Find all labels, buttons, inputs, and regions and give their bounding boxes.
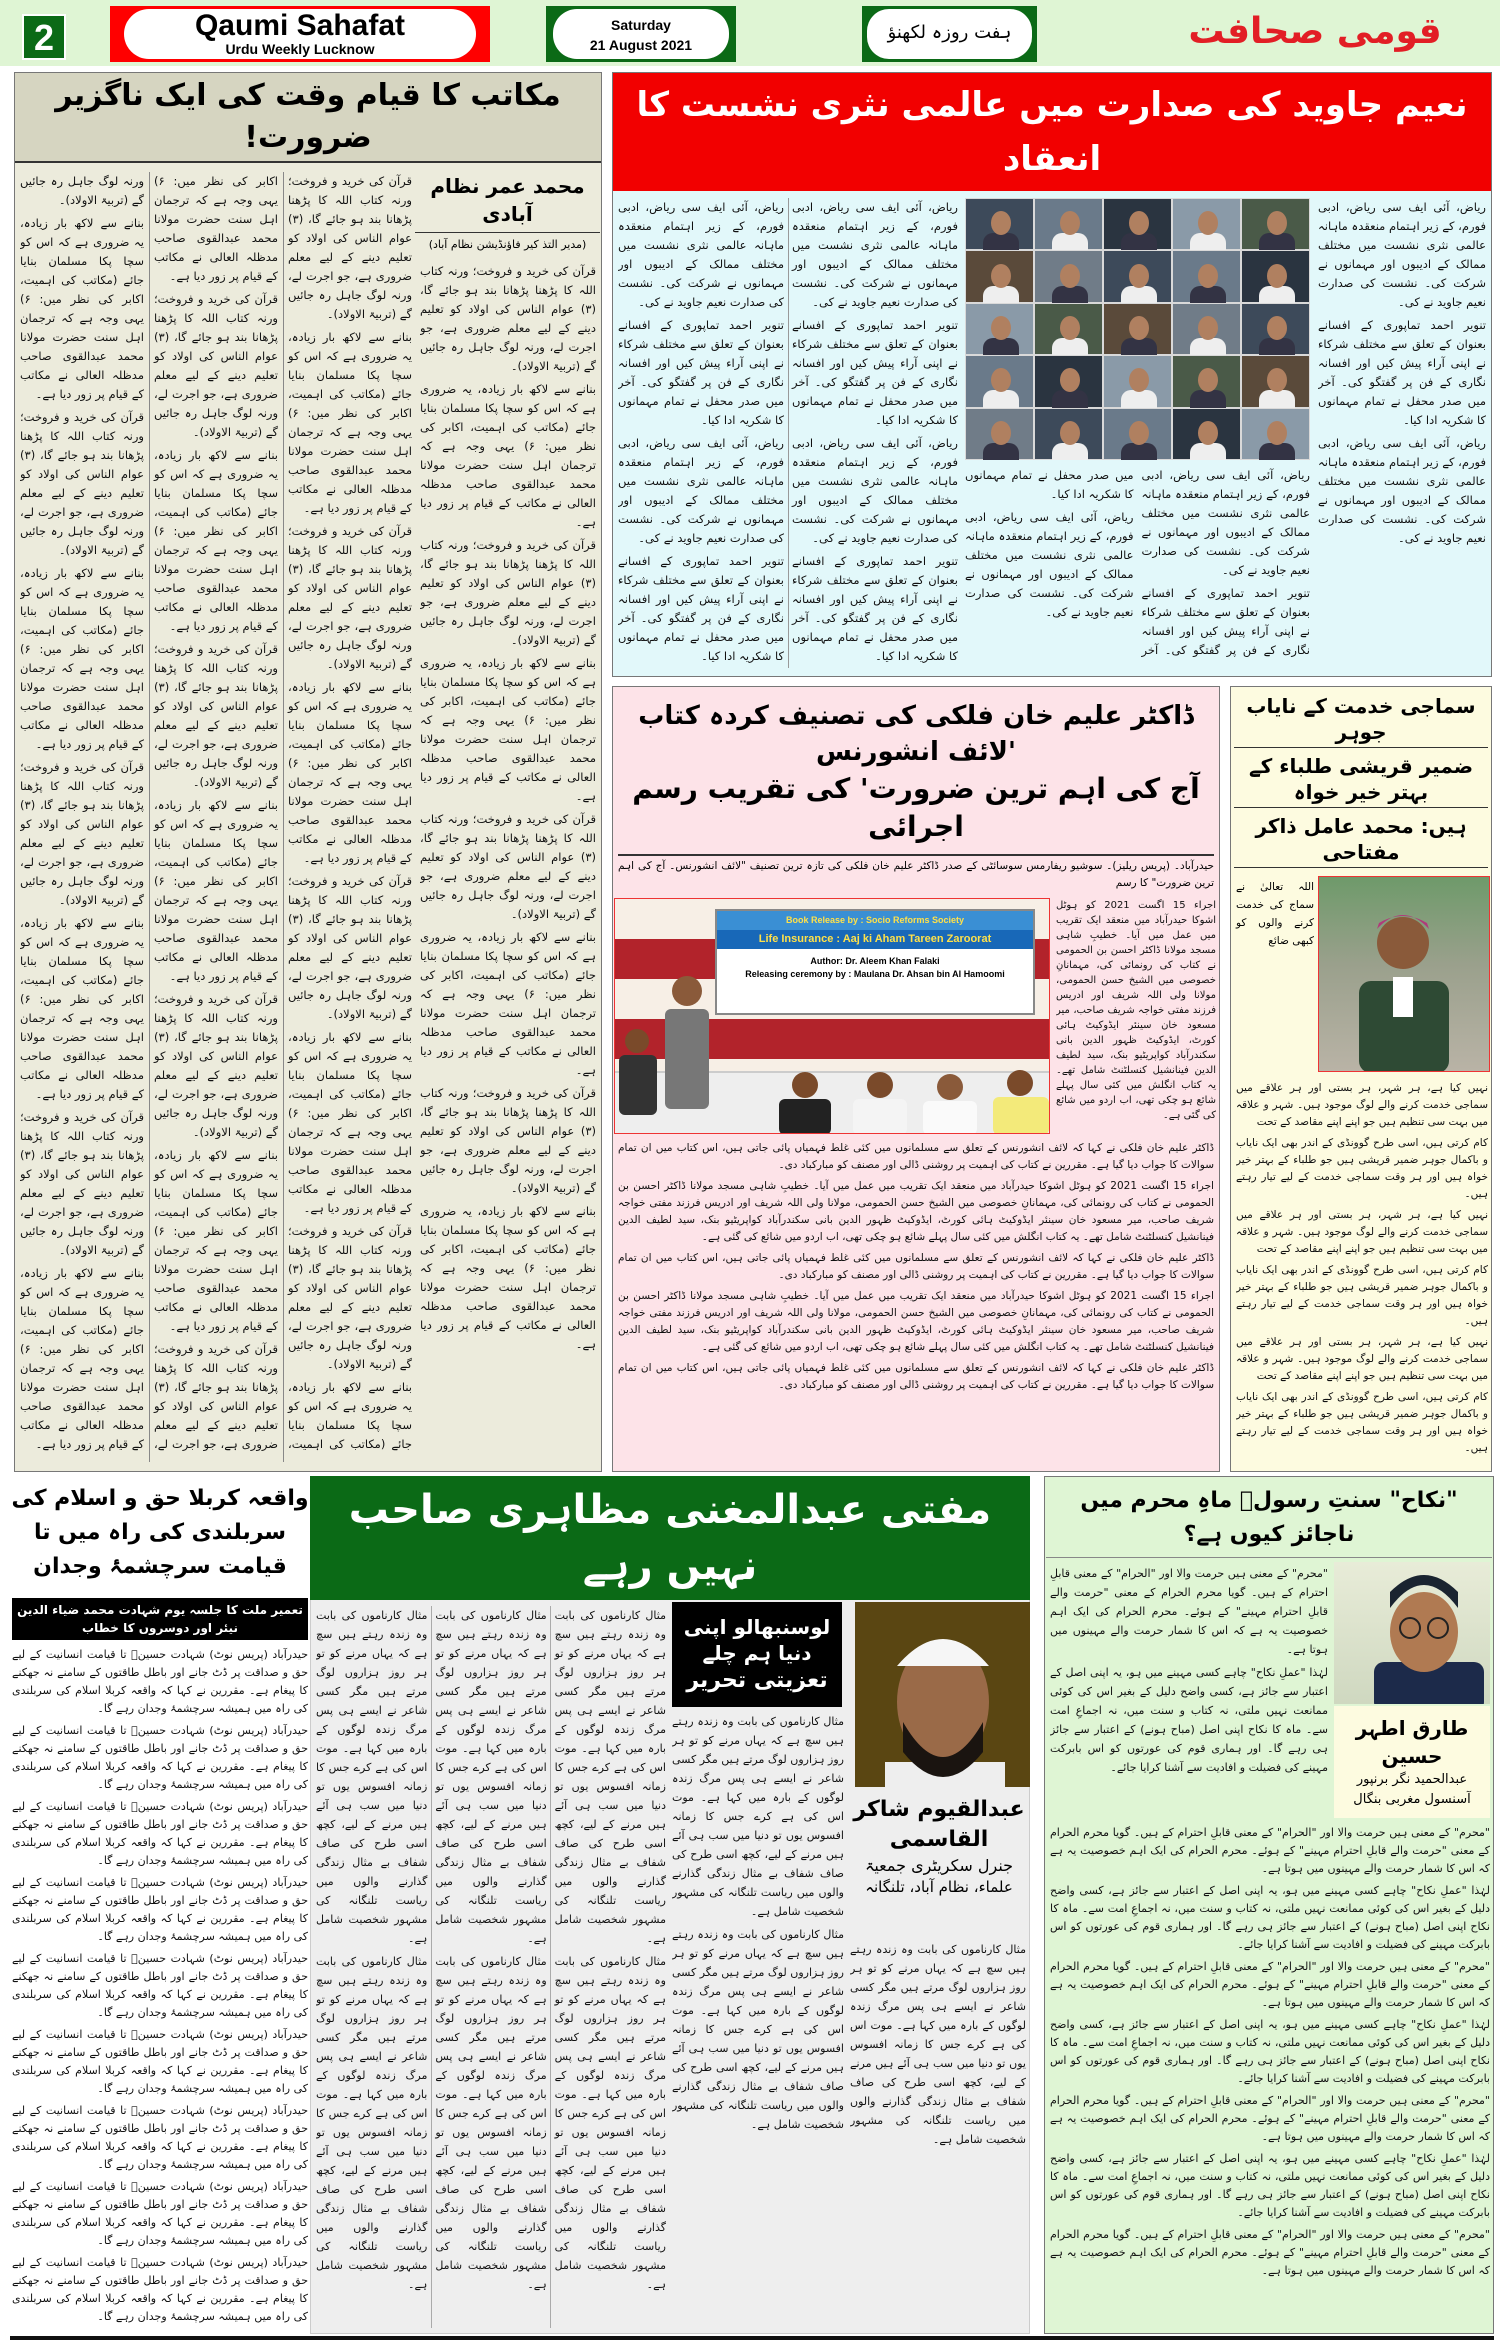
mufti-body-col [672,1712,844,2328]
video-tile [1173,199,1240,249]
body-paragraph: مثال کارناموں کی بابت وہ زندہ رہتے ہیں سچ ہے کہ یہاں مرنے کو تو ہر روز ہزاروں لوگ مرتے ہیں مگر کسی شاعر نے ایسے ہی پس مرگ زندہ لوگوں کے بارہ میں کہا ہے۔ موت اس کی ہے کرے جس کا زمانہ افسوس یوں تو دنیا میں سب ہی آئے ہیں مرنے کے لیے، کچھ اسی طرح کی صاف شفاف بے مثال زندگی گذارنے والوں میں ریاست تلنگانہ کی مشہور شخصیت شامل ہے۔ [435,1955,547,2291]
book-headline-1: ڈاکٹر علیم خان فلکی کی تصنیف کردہ کتاب 'لائف انشورنس [638,701,1194,767]
body-paragraph: "محرم" کے معنی ہیں حرمت والا اور "الحرام" کے معنی قابلِ احترام کے ہیں۔ گویا محرم الحرام کے معنی "حرمت والے قابلِ احترام مہینے" کے ہوئے۔ محرم الحرام کی ایک اہم خصوصیت یہ ہے کہ اس کا شمار حرمت والے مہینوں میں ہوتا ہے۔ [1050,1826,1490,1875]
nikah-author: طارق اطہر حسین [1355,1716,1469,1768]
social-headline-3: ہیں: محمد عامل ذاکر مفتاحی [1234,810,1488,868]
social-headline-2: ضمیر قریشی طلباء کے بہتر خیر خواہ [1234,750,1488,808]
body-paragraph: کام کرتی ہیں، اسی طرح گوونڈی کے اندر بھی ایک نایاب و باکمال جوہر ضمیر قریشی ہیں جو طلباء کے بہتر خیر خواہ ہیں اور ہر وقت سماجی خدمت کے لیے تیار رہتے ہیں۔ [1236,1264,1488,1327]
video-tile [1035,409,1102,459]
day: Saturday [611,17,671,33]
mufti-box-sub: تعزیتی تحریر [686,1667,828,1693]
video-tile [1104,409,1171,459]
body-paragraph: قرآن کی خرید و فروخت؛ ورنہ کتاب اللہ کا پڑھنا پڑھانا بند ہو جائے گا، (۳) عوام الناس کی اولاد کو تعلیم دینے کے لیے معلم ضروری ہے، جو اجرت لے، ورنہ لوگ جاہل رہ جائیں گے (تربیۃ الاولاد)۔ [420,1086,596,1195]
body-paragraph: "محرم" کے معنی ہیں حرمت والا اور "الحرام" کے معنی قابلِ احترام کے ہیں۔ گویا محرم الحرام کے معنی "حرمت والے قابلِ احترام مہینے" کے ہوئے۔ محرم الحرام کی ایک اہم خصوصیت یہ ہے کہ اس کا شمار حرمت والے مہینوں میں ہوتا ہے۔ [1050,2228,1490,2277]
body-paragraph: ریاض، آئی ایف سی ریاض، ادبی فورم، کے زیر اہتمام منعقدہ ماہانہ عالمی نثری نشست میں مختلف ممالک کے ادیبوں اور مہمانوں نے شرکت کی۔ نشست کی صدارت نعیم جاوید نے کی۔ [1318,200,1486,309]
mufti-body-under-author [850,1940,1026,2328]
body-paragraph: حیدرآباد (پریس نوٹ) شہادت حسینؓ تا قیامت انسانیت کے لیے حق و صداقت پر ڈٹ جانے اور باطل طاقتوں کے سامنے نہ جھکنے کا پیغام ہے۔ مقررین نے کہا کہ واقعہ کربلا اسلام کی سربلندی کی راہ میں ہمیشہ سرچشمۂ وجدان رہے گا۔ [12,2028,308,2095]
body-paragraph: ریاض، آئی ایف سی ریاض، ادبی فورم، کے زیر اہتمام منعقدہ ماہانہ عالمی نثری نشست میں مختلف ممالک کے ادیبوں اور مہمانوں نے شرکت کی۔ نشست کی صدارت نعیم جاوید نے کی۔ [618,436,784,545]
video-tile [966,199,1033,249]
body-paragraph: قرآن کی خرید و فروخت؛ ورنہ کتاب اللہ کا پڑھنا پڑھانا بند ہو جائے گا، (۳) عوام الناس کی اولاد کو تعلیم دینے کے لیے معلم ضروری ہے، جو اجرت لے، ورنہ لوگ جاہل رہ جائیں گے (تربیۃ الاولاد)۔ [20,1110,144,1257]
mufti-body [316,1606,666,2328]
body-paragraph: مثال کارناموں کی بابت وہ زندہ رہتے ہیں سچ ہے کہ یہاں مرنے کو تو ہر روز ہزاروں لوگ مرتے ہیں مگر کسی شاعر نے ایسے ہی پس مرگ زندہ لوگوں کے بارہ میں کہا ہے۔ موت اس کی ہے کرے جس کا زمانہ افسوس یوں تو دنیا میں سب ہی آئے ہیں مرنے کے لیے، کچھ اسی طرح کی صاف شفاف بے مثال زندگی گذارنے والوں میں ریاست تلنگانہ کی مشہور شخصیت شامل ہے۔ [554,1955,666,2291]
social-person-photo [1318,876,1490,1072]
body-paragraph: قرآن کی خرید و فروخت؛ ورنہ کتاب اللہ کا پڑھنا پڑھانا بند ہو جائے گا، (۳) عوام الناس کی اولاد کو تعلیم دینے کے لیے معلم ضروری ہے، جو اجرت لے، ورنہ لوگ جاہل رہ جائیں گے (تربیۃ الاولاد)۔ [20,410,144,557]
body-paragraph: قرآن کی خرید و فروخت؛ ورنہ کتاب اللہ کا پڑھنا پڑھانا بند ہو جائے گا، (۳) عوام الناس کی اولاد کو تعلیم دینے کے لیے معلم ضروری ہے، جو اجرت لے، ورنہ لوگ جاہل رہ جائیں گے (تربیۃ الاولاد)۔ [154,642,278,789]
body-paragraph: حیدرآباد (پریس نوٹ) شہادت حسینؓ تا قیامت انسانیت کے لیے حق و صداقت پر ڈٹ جانے اور باطل طاقتوں کے سامنے نہ جھکنے کا پیغام ہے۔ مقررین نے کہا کہ واقعہ کربلا اسلام کی سربلندی کی راہ میں ہمیشہ سرچشمۂ وجدان رہے گا۔ [12,2256,308,2323]
video-tile [966,409,1033,459]
body-paragraph: قرآن کی خرید و فروخت؛ ورنہ کتاب اللہ کا پڑھنا پڑھانا بند ہو جائے گا، (۳) عوام الناس کی اولاد کو تعلیم دینے کے لیے معلم ضروری ہے، جو اجرت لے، ورنہ لوگ جاہل رہ جائیں گے (تربیۃ الاولاد)۔ [20,174,278,1451]
body-paragraph: قرآن کی خرید و فروخت؛ ورنہ کتاب اللہ کا پڑھنا پڑھانا بند ہو جائے گا، (۳) عوام الناس کی اولاد کو تعلیم دینے کے لیے معلم ضروری ہے، جو اجرت لے، ورنہ لوگ جاہل رہ جائیں گے (تربیۃ الاولاد)۔ [288,174,412,321]
body-paragraph: بنانے سے لاکھ بار زیادہ، یہ ضروری ہے کہ اس کو سچا پکا مسلمان بنایا جائے (مکاتب کی اہمیت، اکابر کی نظر میں: ۶) یہی وجہ ہے کہ ترجمان اہل سنت حضرت مولانا محمد عبدالقوی صاحب مدظلہ العالی نے مکاتب کے قیام پر زور دیا ہے۔ [20,566,144,751]
mufti-byline [848,1795,1030,1898]
body-paragraph: حیدرآباد (پریس نوٹ) شہادت حسینؓ تا قیامت انسانیت کے لیے حق و صداقت پر ڈٹ جانے اور باطل طاقتوں کے سامنے نہ جھکنے کا پیغام ہے۔ مقررین نے کہا کہ واقعہ کربلا اسلام کی سربلندی کی راہ میں ہمیشہ سرچشمۂ وجدان رہے گا۔ [12,2104,308,2171]
body-paragraph: تنویر احمد تماپوری کے افسانے بعنوان کے تعلق سے مختلف شرکاء نے اپنی آراء پیش کیں اور افسانہ نگاری کے فن پر گفتگو کی۔ آخر میں صدر محفل نے تمام مہمانوں کا شکریہ ادا کیا۔ [1318,318,1486,427]
page-number: 2 [22,14,66,60]
social-headline-1: سماجی خدمت کے نایاب جوہر [1234,690,1488,748]
mufti-author-role: جنرل سکریٹری جمعیۃ [864,1856,1014,1875]
mufti-black-box [672,1602,842,1707]
video-tile [1104,356,1171,406]
body-paragraph: نہیں کیا ہے، ہر شہر، ہر بستی اور ہر علاقے میں سماجی خدمت کرنے والے لوگ موجود ہیں۔ شہر و علاقہ میں بہت سی تنظیم ہیں جو اپنے اپنے مقاصد کے تحت [1236,1082,1488,1128]
body-paragraph: حیدرآباد (پریس نوٹ) شہادت حسینؓ تا قیامت انسانیت کے لیے حق و صداقت پر ڈٹ جانے اور باطل طاقتوں کے سامنے نہ جھکنے کا پیغام ہے۔ مقررین نے کہا کہ واقعہ کربلا اسلام کی سربلندی کی راہ میں ہمیشہ سرچشمۂ وجدان رہے گا۔ [12,1876,308,1943]
body-paragraph: اجراء 15 اگست 2021 کو ہوٹل اشوکا حیدرآباد میں منعقد ایک تقریب میں عمل میں آیا۔ خطیبِ شاہی مسجد مولانا ڈاکٹر احسن بن الحمومی نے کتاب کی رونمائی کی، مہمانانِ خصوصی میں الشیخ حسن الحمومی، مولانا ولی اللہ شریف اور ادریس فرزند مفتی خواجہ شریف صاحب، میر مسعود خان سینئر ایڈوکیٹ ہائی کورٹ، ایڈوکیٹ ظہور الدین بانی سکندرآباد کواپریٹیو بنک، سید لطیف الدین فینانشیل کنسلٹنٹ شامل تھے۔ یہ کتاب انگلش میں کئی سال پہلے شائع ہو چکی تھی، اب اردو میں شائع کی گئی ہے۔ [618,1290,1214,1353]
video-tile [1242,251,1309,301]
video-tile [1104,251,1171,301]
body-paragraph: قرآن کی خرید و فروخت؛ ورنہ کتاب اللہ کا پڑھنا پڑھانا بند ہو جائے گا، (۳) عوام الناس کی اولاد کو تعلیم دینے کے لیے معلم ضروری ہے، جو اجرت لے، ورنہ لوگ جاہل رہ جائیں گے (تربیۃ الاولاد)۔ [20,760,144,907]
body-paragraph: کام کرتی ہیں، اسی طرح گوونڈی کے اندر بھی ایک نایاب و باکمال جوہر ضمیر قریشی ہیں جو طلباء کے بہتر خیر خواہ ہیں اور ہر وقت سماجی خدمت کے لیے تیار رہتے ہیں۔ [1236,1137,1488,1200]
makatib-headline: مکاتب کا قیام وقت کی ایک ناگزیر ضرورت! [15,73,601,163]
body-paragraph: قرآن کی خرید و فروخت؛ ورنہ کتاب اللہ کا پڑھنا پڑھانا بند ہو جائے گا، (۳) عوام الناس کی اولاد کو تعلیم دینے کے لیے معلم ضروری ہے، جو اجرت لے، ورنہ لوگ جاہل رہ جائیں گے (تربیۃ الاولاد)۔ [420,538,596,647]
video-tile [1035,304,1102,354]
nikah-body [1050,1824,1490,2324]
body-paragraph: "محرم" کے معنی ہیں حرمت والا اور "الحرام" کے معنی قابلِ احترام کے ہیں۔ گویا محرم الحرام کے معنی "حرمت والے قابلِ احترام مہینے" کے ہوئے۔ محرم الحرام کی ایک اہم خصوصیت یہ ہے کہ اس کا شمار حرمت والے مہینوں میں ہوتا ہے۔ [1050,1567,1328,1656]
banner-line-3: Author: Dr. Aleem Khan Falaki [810,956,940,966]
makatib-body [20,172,412,1462]
video-tile [1242,199,1309,249]
video-tile [1104,304,1171,354]
zoom-meeting-photo [965,198,1310,460]
body-paragraph: "محرم" کے معنی ہیں حرمت والا اور "الحرام" کے معنی قابلِ احترام کے ہیں۔ گویا محرم الحرام کے معنی "حرمت والے قابلِ احترام مہینے" کے ہوئے۔ محرم الحرام کی ایک اہم خصوصیت یہ ہے کہ اس کا شمار حرمت والے مہینوں میں ہوتا ہے۔ [1050,1960,1490,2009]
book-body [618,1140,1214,1466]
body-paragraph: تنویر احمد تماپوری کے افسانے بعنوان کے تعلق سے مختلف شرکاء نے اپنی آراء پیش کیں اور افسانہ نگاری کے فن پر گفتگو کی۔ آخر میں صدر محفل نے تمام مہمانوں کا شکریہ ادا کیا۔ [792,318,958,427]
nikah-body-top [1050,1564,1328,1820]
video-tile [1242,409,1309,459]
video-tile [1173,304,1240,354]
body-paragraph: حیدرآباد (پریس نوٹ) شہادت حسینؓ تا قیامت انسانیت کے لیے حق و صداقت پر ڈٹ جانے اور باطل طاقتوں کے سامنے نہ جھکنے کا پیغام ہے۔ مقررین نے کہا کہ واقعہ کربلا اسلام کی سربلندی کی راہ میں ہمیشہ سرچشمۂ وجدان رہے گا۔ [12,1648,308,1715]
mushaira-headline: نعیم جاوید کی صدارت میں عالمی نثری نشست کا انعقاد [613,73,1491,191]
mufti-box-title: لوسنبھالو اپنی دنیا ہم چلے [683,1614,831,1665]
body-paragraph: ریاض، آئی ایف سی ریاض، ادبی فورم، کے زیر اہتمام منعقدہ ماہانہ عالمی نثری نشست میں مختلف ممالک کے ادیبوں اور مہمانوں نے شرکت کی۔ نشست کی صدارت نعیم جاوید نے کی۔ [965,510,1134,619]
footer-rule [10,2336,1494,2340]
body-paragraph: قرآن کی خرید و فروخت؛ ورنہ کتاب اللہ کا پڑھنا پڑھانا بند ہو جائے گا، (۳) عوام الناس کی اولاد کو تعلیم دینے کے لیے معلم ضروری ہے، جو اجرت لے، ورنہ لوگ جاہل رہ جائیں گے (تربیۃ الاولاد)۔ [420,264,596,373]
body-paragraph: لہٰذا "عملِ نکاح" چاہے کسی مہینے میں ہو، یہ اپنی اصل کے اعتبار سے جائز ہے، کسی واضح دلیل کے بغیر اس کی کوئی ممانعت نہیں ملتی، نہ کتاب و سنت میں، نہ اجماعِ امت سے۔ ماہ کا نکاح اپنی اصل (مباح ہونے) کے اعتبار سے جائز ہی رہے گا۔ اور ہماری قوم کی عورتوں کو اس بابرکت مہینے کی فضیلت و افادیت سے آشنا کرایا جائے۔ [1050,1666,1328,1774]
makatib-byline [415,172,600,253]
book-lead: حیدرآباد۔ (پریس ریلیز)۔ سوشیو ریفارمس سوسائٹی کے صدر ڈاکٹر علیم خان فلکی کی تازہ ترین تصنیف "لائف انشورنس۔ آج کی اہم ترین ضرورت" کا رسم [618,860,1214,889]
body-paragraph: بنانے سے لاکھ بار زیادہ، یہ ضروری ہے کہ اس کو سچا پکا مسلمان بنایا جائے (مکاتب کی اہمیت، اکابر کی نظر میں: ۶) یہی وجہ ہے کہ ترجمان اہل سنت حضرت مولانا محمد عبدالقوی صاحب مدظلہ العالی نے مکاتب کے قیام پر زور دیا ہے۔ [20,1266,144,1451]
body-paragraph: بنانے سے لاکھ بار زیادہ، یہ ضروری ہے کہ اس کو سچا پکا مسلمان بنایا جائے (مکاتب کی اہمیت، اکابر کی نظر میں: ۶) یہی وجہ ہے کہ ترجمان اہل سنت حضرت مولانا محمد عبدالقوی صاحب مدظلہ العالی نے مکاتب کے قیام پر زور دیا ہے۔ [288,1030,412,1215]
karbala-headline: واقعہ کربلا حق و اسلام کی سربلندی کی راہ میں تا قیامت سرچشمۂ وجدان [11,1486,309,1579]
body-paragraph: ڈاکٹر علیم خان فلکی نے کہا کہ لائف انشورنس کے تعلق سے مسلمانوں میں کئی غلط فہمیاں پائی جاتی ہیں، اس کتاب میں ان تمام سوالات کا جواب دیا گیا ہے۔ مقررین نے کتاب کی اہمیت پر روشنی ڈالی اور مصنف کو مبارکباد دی۔ [618,1142,1214,1171]
mushaira-body-right [1318,198,1486,668]
body-paragraph: لہٰذا "عملِ نکاح" چاہے کسی مہینے میں ہو، یہ اپنی اصل کے اعتبار سے جائز ہے، کسی واضح دلیل کے بغیر اس کی کوئی ممانعت نہیں ملتی، نہ کتاب و سنت میں، نہ اجماعِ امت سے۔ ماہ کا نکاح اپنی اصل (مباح ہونے) کے اعتبار سے جائز ہی رہے گا۔ اور ہماری قوم کی عورتوں کو اس بابرکت مہینے کی فضیلت و افادیت سے آشنا کرایا جائے۔ [1050,2018,1490,2085]
banner-line-1: Book Release by : Socio Reforms Society [717,911,1033,930]
body-paragraph: مثال کارناموں کی بابت وہ زندہ رہتے ہیں سچ ہے کہ یہاں مرنے کو تو ہر روز ہزاروں لوگ مرتے ہیں مگر کسی شاعر نے ایسے ہی پس مرگ زندہ لوگوں کے بارہ میں کہا ہے۔ موت اس کی ہے کرے جس کا زمانہ افسوس یوں تو دنیا میں سب ہی آئے ہیں مرنے کے لیے، کچھ اسی طرح کی صاف شفاف بے مثال زندگی گذارنے والوں میں ریاست تلنگانہ کی مشہور شخصیت شامل ہے۔ [850,1943,1026,2146]
body-paragraph: مثال کارناموں کی بابت وہ زندہ رہتے ہیں سچ ہے کہ یہاں مرنے کو تو ہر روز ہزاروں لوگ مرتے ہیں مگر کسی شاعر نے ایسے ہی پس مرگ زندہ لوگوں کے بارہ میں کہا ہے۔ موت اس کی ہے کرے جس کا زمانہ افسوس یوں تو دنیا میں سب ہی آئے ہیں مرنے کے لیے، کچھ اسی طرح کی صاف شفاف بے مثال زندگی گذارنے والوں میں ریاست تلنگانہ کی مشہور شخصیت شامل ہے۔ [316,1955,428,2291]
date-box [546,6,736,62]
nikah-address-1: عبدالحمید نگر برنپور [1356,1772,1468,1787]
banner-line-4: Releasing ceremony by : Maulana Dr. Ahsan bin Al Hamoomi [745,969,1005,979]
body-paragraph: بنانے سے لاکھ بار زیادہ، یہ ضروری ہے کہ اس کو سچا پکا مسلمان بنایا جائے (مکاتب کی اہمیت، اکابر کی نظر میں: ۶) یہی وجہ ہے کہ ترجمان اہل سنت حضرت مولانا محمد عبدالقوی صاحب مدظلہ العالی نے مکاتب کے قیام پر زور دیا ہے۔ [420,382,596,529]
makatib-author-org: (مدیر التذ کیر فاؤنڈیشن نظام آباد) [428,238,587,251]
body-paragraph: ریاض، آئی ایف سی ریاض، ادبی فورم، کے زیر اہتمام منعقدہ ماہانہ عالمی نثری نشست میں مختلف ممالک کے ادیبوں اور مہمانوں نے شرکت کی۔ نشست کی صدارت نعیم جاوید نے کی۔ [792,200,958,309]
video-tile [1242,356,1309,406]
body-paragraph: ریاض، آئی ایف سی ریاض، ادبی فورم، کے زیر اہتمام منعقدہ ماہانہ عالمی نثری نشست میں مختلف ممالک کے ادیبوں اور مہمانوں نے شرکت کی۔ نشست کی صدارت نعیم جاوید نے کی۔ [1318,436,1486,545]
body-paragraph: ریاض، آئی ایف سی ریاض، ادبی فورم، کے زیر اہتمام منعقدہ ماہانہ عالمی نثری نشست میں مختلف ممالک کے ادیبوں اور مہمانوں نے شرکت کی۔ نشست کی صدارت نعیم جاوید نے کی۔ [1141,468,1310,577]
body-paragraph: حیدرآباد (پریس نوٹ) شہادت حسینؓ تا قیامت انسانیت کے لیے حق و صداقت پر ڈٹ جانے اور باطل طاقتوں کے سامنے نہ جھکنے کا پیغام ہے۔ مقررین نے کہا کہ واقعہ کربلا اسلام کی سربلندی کی راہ میں ہمیشہ سرچشمۂ وجدان رہے گا۔ [12,1724,308,1791]
mufti-author: عبدالقیوم شاکر القاسمی [853,1797,1025,1852]
date: 21 August 2021 [589,37,693,53]
body-paragraph: نہیں کیا ہے، ہر شہر، ہر بستی اور ہر علاقے میں سماجی خدمت کرنے والے لوگ موجود ہیں۔ شہر و علاقہ میں بہت سی تنظیم ہیں جو اپنے اپنے مقاصد کے تحت [1236,1336,1488,1382]
body-paragraph: لہٰذا "عملِ نکاح" چاہے کسی مہینے میں ہو، یہ اپنی اصل کے اعتبار سے جائز ہے، کسی واضح دلیل کے بغیر اس کی کوئی ممانعت نہیں ملتی، نہ کتاب و سنت میں، نہ اجماعِ امت سے۔ ماہ کا نکاح اپنی اصل (مباح ہونے) کے اعتبار سے جائز ہی رہے گا۔ اور ہماری قوم کی عورتوں کو اس بابرکت مہینے کی فضیلت و افادیت سے آشنا کرایا جائے۔ [1050,1884,1490,1951]
body-paragraph: نہیں کیا ہے، ہر شہر، ہر بستی اور ہر علاقے میں سماجی خدمت کرنے والے لوگ موجود ہیں۔ شہر و علاقہ میں بہت سی تنظیم ہیں جو اپنے اپنے مقاصد کے تحت [1236,1209,1488,1255]
body-paragraph: اجراء 15 اگست 2021 کو ہوٹل اشوکا حیدرآباد میں منعقد ایک تقریب میں عمل میں آیا۔ خطیبِ شاہی مسجد مولانا ڈاکٹر احسن بن الحمومی نے کتاب کی رونمائی کی، مہمانانِ خصوصی میں الشیخ حسن الحمومی، مولانا ولی اللہ شریف اور ادریس فرزند مفتی خواجہ شریف صاحب، میر مسعود خان سینئر ایڈوکیٹ ہائی کورٹ، ایڈوکیٹ ظہور الدین بانی سکندرآباد کواپریٹیو بنک، سید لطیف الدین فینانشیل کنسلٹنٹ شامل تھے۔ یہ کتاب انگلش میں کئی سال پہلے شائع ہو چکی تھی، اب اردو میں شائع کی گئی ہے۔ [618,1180,1214,1243]
body-paragraph: بنانے سے لاکھ بار زیادہ، یہ ضروری ہے کہ اس کو سچا پکا مسلمان بنایا جائے (مکاتب کی اہمیت، اکابر کی نظر میں: ۶) یہی وجہ ہے کہ ترجمان اہل سنت حضرت مولانا محمد عبدالقوی صاحب مدظلہ العالی نے مکاتب کے قیام پر زور دیا ہے۔ [288,330,412,515]
social-body [1236,1080,1488,1466]
karbala-subhead: تعمیر ملت کا جلسہ یوم شہادت محمد ضیاء الدین نیئر اور دوسروں کا خطاب [12,1598,308,1640]
body-paragraph: تنویر احمد تماپوری کے افسانے بعنوان کے تعلق سے مختلف شرکاء نے اپنی آراء پیش کیں اور افسانہ نگاری کے فن پر گفتگو کی۔ آخر میں صدر محفل نے تمام مہمانوں کا شکریہ ادا کیا۔ [965,468,1310,657]
banner-line-2: Life Insurance : Aaj ki Aham Tareen Zaroorat [717,930,1033,949]
body-paragraph: قرآن کی خرید و فروخت؛ ورنہ کتاب اللہ کا پڑھنا پڑھانا بند ہو جائے گا، (۳) عوام الناس کی اولاد کو تعلیم دینے کے لیے معلم ضروری ہے، جو اجرت لے، ورنہ لوگ جاہل رہ جائیں گے (تربیۃ الاولاد)۔ [154,992,278,1139]
event-banner [715,909,1035,1015]
karbala-body [12,1646,308,2330]
body-paragraph: بنانے سے لاکھ بار زیادہ، یہ ضروری ہے کہ اس کو سچا پکا مسلمان بنایا جائے (مکاتب کی اہمیت، اکابر کی نظر میں: ۶) یہی وجہ ہے کہ ترجمان اہل سنت حضرت مولانا محمد عبدالقوی صاحب مدظلہ العالی نے مکاتب کے قیام پر زور دیا ہے۔ [420,1204,596,1351]
body-paragraph: بنانے سے لاکھ بار زیادہ، یہ ضروری ہے کہ اس کو سچا پکا مسلمان بنایا جائے (مکاتب کی اہمیت، اکابر کی نظر میں: ۶) یہی وجہ ہے کہ ترجمان اہل سنت حضرت مولانا محمد عبدالقوی صاحب مدظلہ العالی نے مکاتب کے قیام پر زور دیا ہے۔ [154,798,278,983]
video-tile [1035,251,1102,301]
makatib-body-col [420,262,596,1462]
body-paragraph: مثال کارناموں کی بابت وہ زندہ رہتے ہیں سچ ہے کہ یہاں مرنے کو تو ہر روز ہزاروں لوگ مرتے ہیں مگر کسی شاعر نے ایسے ہی پس مرگ زندہ لوگوں کے بارہ میں کہا ہے۔ موت اس کی ہے کرے جس کا زمانہ افسوس یوں تو دنیا میں سب ہی آئے ہیں مرنے کے لیے، کچھ اسی طرح کی صاف شفاف بے مثال زندگی گذارنے والوں میں ریاست تلنگانہ کی مشہور شخصیت شامل ہے۔ [672,1715,844,1918]
video-tile [1035,199,1102,249]
body-paragraph: قرآن کی خرید و فروخت؛ ورنہ کتاب اللہ کا پڑھنا پڑھانا بند ہو جائے گا، (۳) عوام الناس کی اولاد کو تعلیم دینے کے لیے معلم ضروری ہے، جو اجرت لے، ورنہ لوگ جاہل رہ جائیں گے (تربیۃ الاولاد)۔ [288,524,412,671]
english-title-box [110,6,490,62]
body-paragraph: مثال کارناموں کی بابت وہ زندہ رہتے ہیں سچ ہے کہ یہاں مرنے کو تو ہر روز ہزاروں لوگ مرتے ہیں مگر کسی شاعر نے ایسے ہی پس مرگ زندہ لوگوں کے بارہ میں کہا ہے۔ موت اس کی ہے کرے جس کا زمانہ افسوس یوں تو دنیا میں سب ہی آئے ہیں مرنے کے لیے، کچھ اسی طرح کی صاف شفاف بے مثال زندگی گذارنے والوں میں ریاست تلنگانہ کی مشہور شخصیت شامل ہے۔ [672,1928,844,2131]
body-paragraph: حیدرآباد (پریس نوٹ) شہادت حسینؓ تا قیامت انسانیت کے لیے حق و صداقت پر ڈٹ جانے اور باطل طاقتوں کے سامنے نہ جھکنے کا پیغام ہے۔ مقررین نے کہا کہ واقعہ کربلا اسلام کی سربلندی کی راہ میں ہمیشہ سرچشمۂ وجدان رہے گا۔ [12,1800,308,1867]
social-intro: اللہ تعالیٰ نے سماج کی خدمت کرنے والوں کو کبھی ضائع [1236,881,1314,947]
body-paragraph: "محرم" کے معنی ہیں حرمت والا اور "الحرام" کے معنی قابلِ احترام کے ہیں۔ گویا محرم الحرام کے معنی "حرمت والے قابلِ احترام مہینے" کے ہوئے۔ محرم الحرام کی ایک اہم خصوصیت یہ ہے کہ اس کا شمار حرمت والے مہینوں میں ہوتا ہے۔ [1050,2094,1490,2143]
body-paragraph: بنانے سے لاکھ بار زیادہ، یہ ضروری ہے کہ اس کو سچا پکا مسلمان بنایا جائے (مکاتب کی اہمیت، اکابر کی نظر میں: ۶) یہی وجہ ہے کہ ترجمان اہل سنت حضرت مولانا محمد عبدالقوی صاحب مدظلہ العالی نے مکاتب کے قیام پر زور دیا ہے۔ [154,448,278,633]
urdu-title: قومی صحافت [1188,11,1442,52]
body-paragraph: مثال کارناموں کی بابت وہ زندہ رہتے ہیں سچ ہے کہ یہاں مرنے کو تو ہر روز ہزاروں لوگ مرتے ہیں مگر کسی شاعر نے ایسے ہی پس مرگ زندہ لوگوں کے بارہ میں کہا ہے۔ موت اس کی ہے کرے جس کا زمانہ افسوس یوں تو دنیا میں سب ہی آئے ہیں مرنے کے لیے، کچھ اسی طرح کی صاف شفاف بے مثال زندگی گذارنے والوں میں ریاست تلنگانہ کی مشہور شخصیت شامل ہے۔ [554,1609,666,1945]
book-headline-2: آج کی اہم ترین ضرورت' کی تقریب رسم اجرائی [632,772,1200,843]
body-paragraph: قرآن کی خرید و فروخت؛ ورنہ کتاب اللہ کا پڑھنا پڑھانا بند ہو جائے گا، (۳) عوام الناس کی اولاد کو تعلیم دینے کے لیے معلم ضروری ہے، جو اجرت لے، ورنہ لوگ جاہل رہ جائیں گے (تربیۃ الاولاد)۔ [288,1224,412,1371]
body-paragraph: تنویر احمد تماپوری کے افسانے بعنوان کے تعلق سے مختلف شرکاء نے اپنی آراء پیش کیں اور افسانہ نگاری کے فن پر گفتگو کی۔ آخر میں صدر محفل نے تمام مہمانوں کا شکریہ ادا کیا۔ [792,554,958,663]
body-paragraph: بنانے سے لاکھ بار زیادہ، یہ ضروری ہے کہ اس کو سچا پکا مسلمان بنایا جائے (مکاتب کی اہمیت، اکابر کی نظر میں: ۶) یہی وجہ ہے کہ ترجمان اہل سنت حضرت مولانا محمد عبدالقوی صاحب مدظلہ العالی نے مکاتب کے قیام پر زور دیا ہے۔ [154,174,412,1451]
video-tile [1104,199,1171,249]
body-paragraph: بنانے سے لاکھ بار زیادہ، یہ ضروری ہے کہ اس کو سچا پکا مسلمان بنایا جائے (مکاتب کی اہمیت، اکابر کی نظر میں: ۶) یہی وجہ ہے کہ ترجمان اہل سنت حضرت مولانا محمد عبدالقوی صاحب مدظلہ العالی نے مکاتب کے قیام پر زور دیا ہے۔ [20,216,144,401]
video-tile [1173,356,1240,406]
mushaira-body-left [618,198,958,668]
body-paragraph: مثال کارناموں کی بابت وہ زندہ رہتے ہیں سچ ہے کہ یہاں مرنے کو تو ہر روز ہزاروں لوگ مرتے ہیں مگر کسی شاعر نے ایسے ہی پس مرگ زندہ لوگوں کے بارہ میں کہا ہے۔ موت اس کی ہے کرے جس کا زمانہ افسوس یوں تو دنیا میں سب ہی آئے ہیں مرنے کے لیے، کچھ اسی طرح کی صاف شفاف بے مثال زندگی گذارنے والوں میں ریاست تلنگانہ کی مشہور شخصیت شامل ہے۔ [435,1609,547,1945]
body-paragraph: تنویر احمد تماپوری کے افسانے بعنوان کے تعلق سے مختلف شرکاء نے اپنی آراء پیش کیں اور افسانہ نگاری کے فن پر گفتگو کی۔ آخر میں صدر محفل نے تمام مہمانوں کا شکریہ ادا کیا۔ [618,554,784,663]
body-paragraph: قرآن کی خرید و فروخت؛ ورنہ کتاب اللہ کا پڑھنا پڑھانا بند ہو جائے گا، (۳) عوام الناس کی اولاد کو تعلیم دینے کے لیے معلم ضروری ہے، جو اجرت لے، ورنہ لوگ جاہل رہ جائیں گے (تربیۃ الاولاد)۔ [288,874,412,1021]
nikah-address-2: آسنسول مغربی بنگال [1353,1792,1471,1807]
video-tile [1242,304,1309,354]
body-paragraph: قرآن کی خرید و فروخت؛ ورنہ کتاب اللہ کا پڑھنا پڑھانا بند ہو جائے گا، (۳) عوام الناس کی اولاد کو تعلیم دینے کے لیے معلم ضروری ہے، جو اجرت لے، ورنہ لوگ جاہل رہ جائیں گے (تربیۃ الاولاد)۔ [420,812,596,921]
english-title: Qaumi Sahafat [194,9,406,42]
body-paragraph: بنانے سے لاکھ بار زیادہ، یہ ضروری ہے کہ اس کو سچا پکا مسلمان بنایا جائے (مکاتب کی اہمیت، اکابر کی نظر میں: ۶) یہی وجہ ہے کہ ترجمان اہل سنت حضرت مولانا محمد عبدالقوی صاحب مدظلہ العالی نے مکاتب کے قیام پر زور دیا ہے۔ [420,656,596,803]
mufti-author-photo [855,1602,1030,1787]
mufti-headline: مفتی عبدالمغنی مظاہری صاحب نہیں رہے [310,1476,1030,1600]
body-paragraph: حیدرآباد (پریس نوٹ) شہادت حسینؓ تا قیامت انسانیت کے لیے حق و صداقت پر ڈٹ جانے اور باطل طاقتوں کے سامنے نہ جھکنے کا پیغام ہے۔ مقررین نے کہا کہ واقعہ کربلا اسلام کی سربلندی کی راہ میں ہمیشہ سرچشمۂ وجدان رہے گا۔ [12,2180,308,2247]
weekly-label: ہفت روزہ لکھنؤ [867,9,1032,59]
video-tile [966,251,1033,301]
body-paragraph: کام کرتی ہیں، اسی طرح گوونڈی کے اندر بھی ایک نایاب و باکمال جوہر ضمیر قریشی ہیں جو طلباء کے بہتر خیر خواہ ہیں اور ہر وقت سماجی خدمت کے لیے تیار رہتے ہیں۔ [1236,1391,1488,1454]
video-tile [966,356,1033,406]
mufti-author-role-2: علماء، نظام آباد، تلنگانہ [865,1878,1013,1896]
makatib-author: محمد عمر نظام آبادی [415,172,600,233]
body-paragraph: ریاض، آئی ایف سی ریاض، ادبی فورم، کے زیر اہتمام منعقدہ ماہانہ عالمی نثری نشست میں مختلف ممالک کے ادیبوں اور مہمانوں نے شرکت کی۔ نشست کی صدارت نعیم جاوید نے کی۔ [618,200,784,309]
body-paragraph: لہٰذا "عملِ نکاح" چاہے کسی مہینے میں ہو، یہ اپنی اصل کے اعتبار سے جائز ہے، کسی واضح دلیل کے بغیر اس کی کوئی ممانعت نہیں ملتی، نہ کتاب و سنت میں، نہ اجماعِ امت سے۔ ماہ کا نکاح اپنی اصل (مباح ہونے) کے اعتبار سے جائز ہی رہے گا۔ اور ہماری قوم کی عورتوں کو اس بابرکت مہینے کی فضیلت و افادیت سے آشنا کرایا جائے۔ [1050,2152,1490,2219]
book-headline [616,692,1216,852]
video-tile [966,304,1033,354]
nikah-author-photo [1334,1562,1490,1704]
weekly-label-box [862,6,1037,62]
nikah-headline: "نکاح" سنتِ رسولؐ ماہِ محرم میں ناجائز کیوں ہے؟ [1046,1478,1492,1558]
video-tile [1035,356,1102,406]
body-paragraph: ریاض، آئی ایف سی ریاض، ادبی فورم، کے زیر اہتمام منعقدہ ماہانہ عالمی نثری نشست میں مختلف ممالک کے ادیبوں اور مہمانوں نے شرکت کی۔ نشست کی صدارت نعیم جاوید نے کی۔ [792,436,958,545]
mushaira-body-under-photo [965,466,1310,670]
body-paragraph: تنویر احمد تماپوری کے افسانے بعنوان کے تعلق سے مختلف شرکاء نے اپنی آراء پیش کیں اور افسانہ نگاری کے فن پر گفتگو کی۔ آخر میں صدر محفل نے تمام مہمانوں کا شکریہ ادا کیا۔ [618,318,784,427]
body-paragraph: اجراء 15 اگست 2021 کو ہوٹل اشوکا حیدرآباد میں منعقد ایک تقریب میں عمل میں آیا۔ خطیبِ شاہی مسجد مولانا ڈاکٹر احسن بن الحمومی نے کتاب کی رونمائی کی، مہمانانِ خصوصی میں الشیخ حسن الحمومی، مولانا ولی اللہ شریف اور ادریس فرزند مفتی خواجہ شریف صاحب، میر مسعود خان سینئر ایڈوکیٹ ہائی کورٹ، ایڈوکیٹ ظہور الدین بانی سکندرآباد کواپریٹیو بنک، سید لطیف الدین فینانشیل کنسلٹنٹ شامل تھے۔ یہ کتاب انگلش میں کئی سال پہلے شائع ہو چکی تھی، اب اردو میں شائع کی گئی ہے۔ [1056,900,1216,1121]
book-body-side [1056,898,1216,1134]
body-paragraph: ڈاکٹر علیم خان فلکی نے کہا کہ لائف انشورنس کے تعلق سے مسلمانوں میں کئی غلط فہمیاں پائی جاتی ہیں، اس کتاب میں ان تمام سوالات کا جواب دیا گیا ہے۔ مقررین نے کتاب کی اہمیت پر روشنی ڈالی اور مصنف کو مبارکباد دی۔ [618,1252,1214,1281]
video-tile [1173,409,1240,459]
body-paragraph: مثال کارناموں کی بابت وہ زندہ رہتے ہیں سچ ہے کہ یہاں مرنے کو تو ہر روز ہزاروں لوگ مرتے ہیں مگر کسی شاعر نے ایسے ہی پس مرگ زندہ لوگوں کے بارہ میں کہا ہے۔ موت اس کی ہے کرے جس کا زمانہ افسوس یوں تو دنیا میں سب ہی آئے ہیں مرنے کے لیے، کچھ اسی طرح کی صاف شفاف بے مثال زندگی گذارنے والوں میں ریاست تلنگانہ کی مشہور شخصیت شامل ہے۔ [316,1609,428,1945]
video-tile [1173,251,1240,301]
body-paragraph: بنانے سے لاکھ بار زیادہ، یہ ضروری ہے کہ اس کو سچا پکا مسلمان بنایا جائے (مکاتب کی اہمیت، اکابر کی نظر میں: ۶) یہی وجہ ہے کہ ترجمان اہل سنت حضرت مولانا محمد عبدالقوی صاحب مدظلہ العالی نے مکاتب کے قیام پر زور دیا ہے۔ [288,680,412,865]
body-paragraph: بنانے سے لاکھ بار زیادہ، یہ ضروری ہے کہ اس کو سچا پکا مسلمان بنایا جائے (مکاتب کی اہمیت، اکابر کی نظر میں: ۶) یہی وجہ ہے کہ ترجمان اہل سنت حضرت مولانا محمد عبدالقوی صاحب مدظلہ العالی نے مکاتب کے قیام پر زور دیا ہے۔ [154,1148,278,1333]
book-release-photo [614,898,1050,1134]
body-paragraph: قرآن کی خرید و فروخت؛ ورنہ کتاب اللہ کا پڑھنا پڑھانا بند ہو جائے گا، (۳) عوام الناس کی اولاد کو تعلیم دینے کے لیے معلم ضروری ہے، جو اجرت لے، ورنہ لوگ جاہل رہ جائیں گے (تربیۃ الاولاد)۔ [154,292,278,439]
body-paragraph: ڈاکٹر علیم خان فلکی نے کہا کہ لائف انشورنس کے تعلق سے مسلمانوں میں کئی غلط فہمیاں پائی جاتی ہیں، اس کتاب میں ان تمام سوالات کا جواب دیا گیا ہے۔ مقررین نے کتاب کی اہمیت پر روشنی ڈالی اور مصنف کو مبارکباد دی۔ [618,1362,1214,1391]
body-paragraph: حیدرآباد (پریس نوٹ) شہادت حسینؓ تا قیامت انسانیت کے لیے حق و صداقت پر ڈٹ جانے اور باطل طاقتوں کے سامنے نہ جھکنے کا پیغام ہے۔ مقررین نے کہا کہ واقعہ کربلا اسلام کی سربلندی کی راہ میں ہمیشہ سرچشمۂ وجدان رہے گا۔ [12,1952,308,2019]
body-paragraph: بنانے سے لاکھ بار زیادہ، یہ ضروری ہے کہ اس کو سچا پکا مسلمان بنایا جائے (مکاتب کی اہمیت، اکابر کی نظر میں: ۶) یہی وجہ ہے کہ ترجمان اہل سنت حضرت مولانا محمد عبدالقوی صاحب مدظلہ العالی نے مکاتب کے قیام پر زور دیا ہے۔ [420,930,596,1077]
body-paragraph: بنانے سے لاکھ بار زیادہ، یہ ضروری ہے کہ اس کو سچا پکا مسلمان بنایا جائے (مکاتب کی اہمیت، اکابر کی نظر میں: ۶) یہی وجہ ہے کہ ترجمان اہل سنت حضرت مولانا محمد عبدالقوی صاحب مدظلہ العالی نے مکاتب کے قیام پر زور دیا ہے۔ [20,916,144,1101]
nikah-author-box [1334,1706,1490,1818]
english-subtitle: Urdu Weekly Lucknow [225,41,375,57]
